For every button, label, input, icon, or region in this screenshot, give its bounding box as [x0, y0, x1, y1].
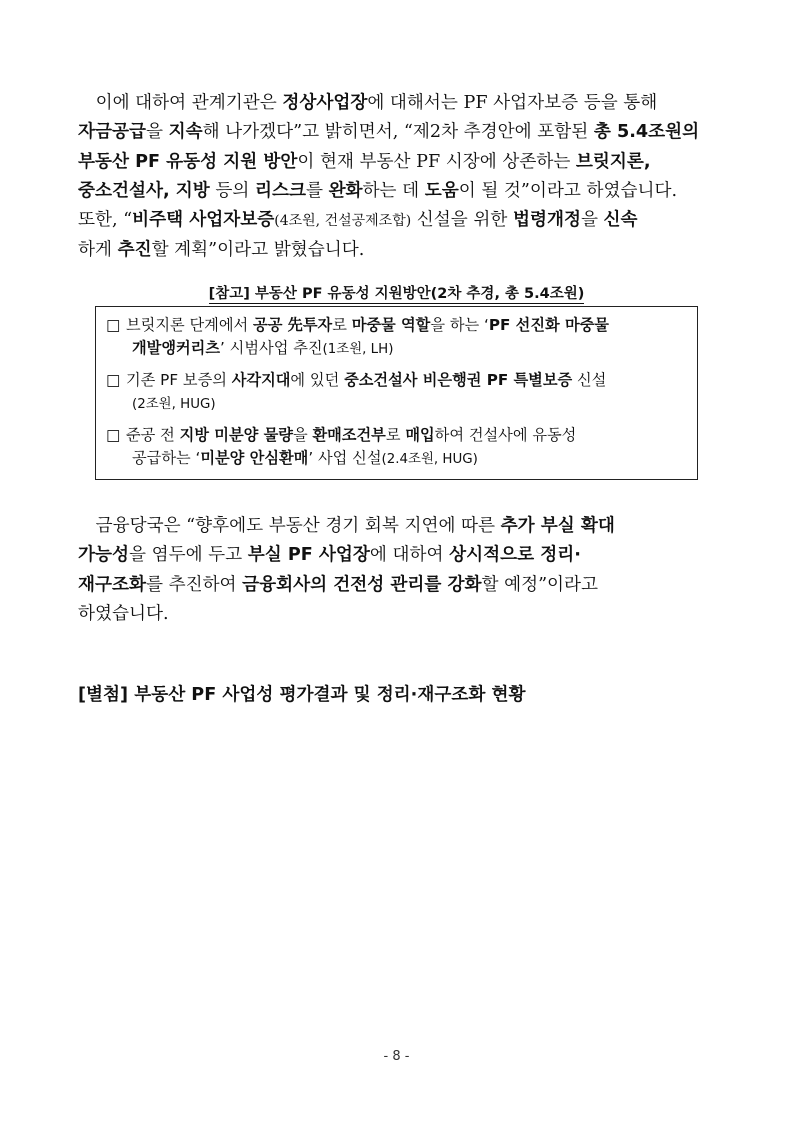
text: 공급하는 ‘ — [132, 449, 201, 467]
bold-text: 추진 — [117, 240, 152, 261]
text: 을 하는 ‘ — [430, 316, 489, 334]
paragraph-1 — [78, 89, 718, 266]
reference-box-title — [95, 282, 698, 303]
text: 이에 대하여 관계기관은 — [78, 93, 283, 113]
text: 에 있던 — [290, 371, 345, 389]
item-line — [106, 337, 687, 361]
para1-line-1 — [78, 89, 718, 118]
bold-text: 비주택 사업자보증 — [132, 210, 275, 231]
bold-text: 가능성 — [78, 545, 129, 566]
text: 을 — [145, 122, 169, 143]
bold-text: 리스크 — [254, 180, 306, 201]
bold-text: 도움 — [424, 180, 459, 201]
reference-item-2 — [106, 368, 687, 416]
bold-text: 부실 PF 사업장 — [247, 545, 370, 566]
bold-text: 중소건설사, 지방 — [78, 180, 210, 201]
text: 할 계획”이라고 밝혔습니다. — [151, 240, 365, 261]
para1-line-5 — [78, 206, 718, 236]
bold-text: PF 선진화 마중물 — [488, 316, 609, 334]
bold-text: 상시적으로 정리· — [449, 545, 581, 566]
text: 등의 — [209, 180, 255, 201]
item-line — [106, 447, 687, 471]
bold-text: 지속 — [168, 122, 203, 143]
reference-title-text: [참고] 부동산 PF 유동성 지원방안(2차 추경, 총 5.4조원) — [208, 286, 585, 302]
reference-item-3 — [106, 423, 687, 471]
small-text: (1조원, LH) — [322, 342, 394, 357]
bold-text: 브릿지론, — [575, 151, 651, 172]
checkbox-icon: □ — [106, 371, 121, 389]
item-line — [106, 368, 687, 392]
para1-line-3 — [78, 148, 718, 177]
text: 를 — [305, 180, 329, 201]
bold-text: 매입 — [405, 426, 435, 444]
bold-text: 중소건설사 비은행권 PF 특별보증 — [344, 371, 573, 389]
bold-text: 정상사업장 — [282, 93, 368, 113]
text: 을 — [580, 210, 604, 231]
bold-text: 재구조화 — [78, 574, 146, 595]
text: 이 현재 부동산 PF 시장에 상존하는 — [297, 151, 576, 172]
text: 를 추진하여 — [145, 574, 243, 595]
page-number: - 8 - — [383, 1049, 410, 1064]
bold-text: 미분양 안심환매 — [200, 449, 309, 467]
para2-line-2 — [78, 541, 718, 570]
para2-line-3 — [78, 571, 718, 600]
para1-line-4 — [78, 177, 718, 206]
item-line — [106, 392, 687, 416]
bold-text: 자금공급 — [78, 122, 146, 143]
paragraph-2 — [78, 512, 718, 629]
reference-item-1 — [106, 313, 687, 361]
bold-text: 지방 미분양 물량 — [179, 426, 293, 444]
bold-text: 공공 先투자 — [253, 316, 333, 334]
bold-text: 환매조건부 — [312, 426, 386, 444]
bold-text: 신속 — [603, 210, 638, 231]
bold-text: 마중물 역할 — [351, 316, 431, 334]
checkbox-icon: □ — [106, 316, 121, 334]
text: 준공 전 — [126, 426, 180, 444]
text: 신설 — [572, 371, 607, 389]
text: 신설을 위한 — [411, 210, 513, 231]
text: 기존 PF 보증의 — [126, 371, 232, 389]
checkbox-icon: □ — [106, 426, 121, 444]
small-text: (2조원, HUG) — [132, 397, 216, 412]
para2-line-4 — [78, 600, 718, 629]
text: 에 대해서는 PF 사업자보증 등을 통해 — [367, 93, 658, 113]
reference-box — [95, 306, 698, 480]
item-line — [106, 423, 687, 447]
attachment-heading: [별첨] 부동산 PF 사업성 평가결과 및 정리·재구조화 현황 — [78, 685, 526, 705]
text: 하는 데 — [362, 180, 425, 201]
text: ’ 시범사업 추진 — [220, 339, 323, 357]
item-line — [106, 313, 687, 337]
text: 금융당국은 “향후에도 부동산 경기 회복 지연에 따른 — [78, 516, 501, 536]
para1-line-6 — [78, 236, 718, 265]
bold-text: 법령개정 — [512, 210, 581, 231]
text: 해 나가겠다”고 밝히면서, “제2차 추경안에 포함된 — [202, 122, 594, 143]
bold-text: 부동산 PF 유동성 지원 방안 — [78, 151, 298, 172]
text: 하였습니다. — [78, 603, 169, 624]
text: 또한, “ — [78, 210, 133, 231]
text: 이 될 것”이라고 하였습니다. — [458, 180, 678, 201]
para1-line-2 — [78, 118, 718, 147]
bold-text: 총 5.4조원의 — [593, 122, 700, 143]
bold-text: 사각지대 — [231, 371, 291, 389]
text: 을 — [292, 426, 313, 444]
bold-text: 개발앵커리츠 — [132, 339, 221, 357]
small-text: (4조원, 건설공제조합) — [274, 213, 412, 230]
text: 로 — [385, 426, 406, 444]
text: 하게 — [78, 240, 118, 261]
text: ’ 사업 신설 — [308, 449, 382, 467]
bold-text: 금융회사의 건전성 관리를 강화 — [242, 574, 482, 595]
text: 하여 건설사에 유동성 — [434, 426, 577, 444]
bold-text: 추가 부실 확대 — [500, 516, 615, 536]
text: 로 — [332, 316, 352, 334]
small-text: (2.4조원, HUG) — [381, 452, 478, 467]
bold-text: 완화 — [328, 180, 363, 201]
text: 을 염두에 두고 — [129, 545, 248, 566]
text: 브릿지론 단계에서 — [126, 316, 254, 334]
text: 에 대하여 — [369, 545, 450, 566]
para2-line-1 — [78, 512, 718, 541]
text: 할 예정”이라고 — [481, 574, 599, 595]
